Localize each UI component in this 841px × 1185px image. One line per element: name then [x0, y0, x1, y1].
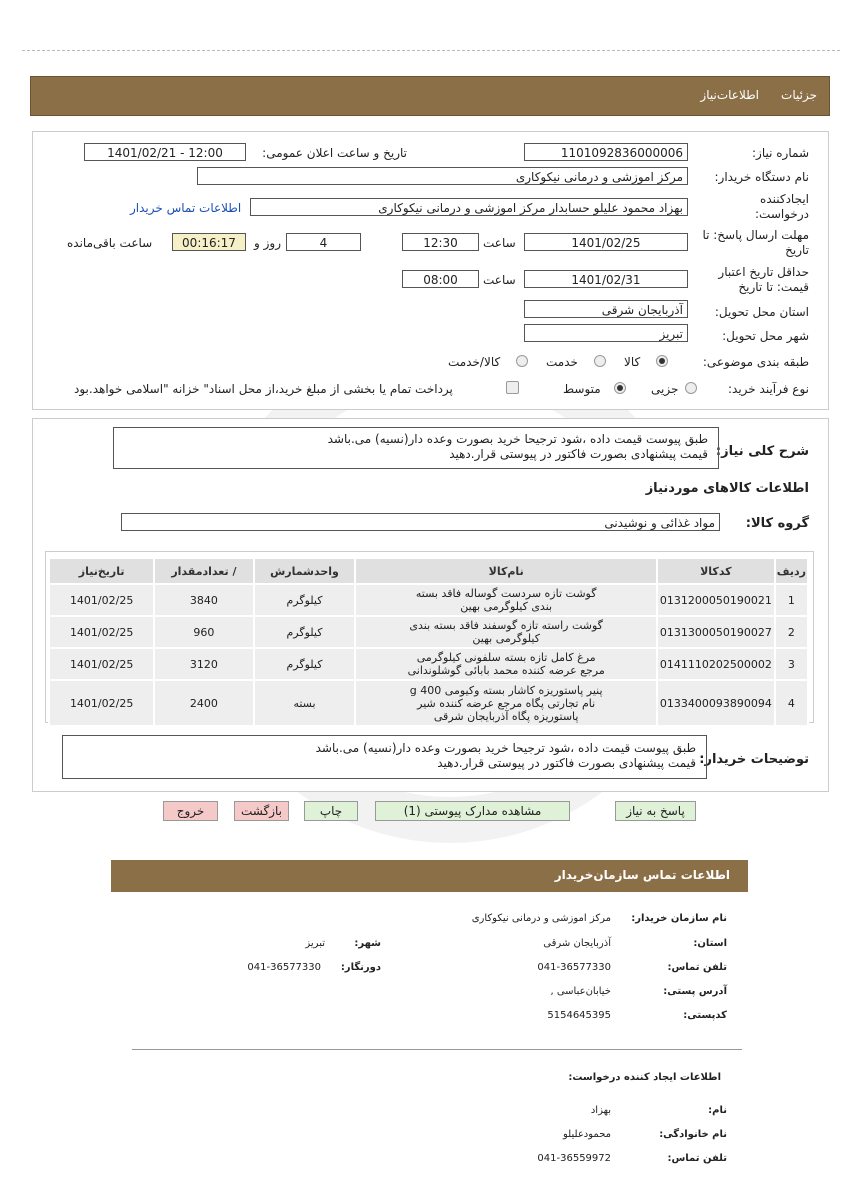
category-service-radio[interactable] [594, 355, 606, 367]
need-number-label: شماره نیاز: [752, 146, 809, 160]
contact-city-label: شهر: [354, 938, 381, 949]
process-medium-label: متوسط [563, 382, 601, 396]
province-label: استان محل تحویل: [714, 305, 809, 319]
days-field: 4 [286, 233, 361, 251]
col-unit: واحدشمارش [254, 558, 356, 584]
summary-label: شرح کلی نیاز: [715, 444, 809, 459]
deadline-label: مهلت ارسال پاسخ: تا تاریخ [702, 228, 809, 257]
creator-field: بهزاد محمود علیلو حسابدار مرکز اموزشی و درمانی نیکوکاری [250, 198, 688, 216]
summary-line-2: قیمت پیشنهادی بصورت فاکتور در پیوستی قرار.دهید [449, 447, 708, 461]
cell-unit: کیلوگرم [254, 584, 356, 616]
cell-date: 1401/02/25 [49, 584, 154, 616]
contact-province-value: آذربایجان شرقی [543, 938, 611, 949]
contact-org-label: نام سازمان خریدار: [631, 913, 727, 924]
cell-date: 1401/02/25 [49, 680, 154, 726]
category-goods-service-label: کالا/خدمت [448, 355, 501, 369]
category-goods-service-radio[interactable] [516, 355, 528, 367]
top-divider [22, 50, 840, 51]
buyer-notes-line-2: قیمت پیشنهادی بصورت فاکتور در پیوستی قرار.دهید [437, 756, 696, 770]
cell-name: گوشت تازه سردست گوساله فاقد بسته بندی کیلوگرمی بهین [355, 584, 656, 616]
need-number-field: 1101092836000006 [524, 143, 688, 161]
creator-phone-label: تلفن تماس: [667, 1153, 727, 1164]
cell-qty: 960 [154, 616, 253, 648]
reply-button[interactable]: پاسخ به نیاز [615, 801, 696, 821]
buyer-notes-label: توضیحات خریدار: [699, 752, 809, 767]
cell-row: 2 [775, 616, 808, 648]
cell-name: پنیر پاستوریزه کاشار بسته وکیومی 400 g نام تجارتی پگاه مرجع عرضه کننده شیر پاستوریزه پگاه آذربایجان شرقی [355, 680, 656, 726]
announce-value: 1401/02/21 - 12:00 [107, 146, 223, 160]
contact-city-value: تبریز [305, 938, 325, 949]
contact-divider [132, 1049, 742, 1050]
process-medium-radio[interactable] [614, 382, 626, 394]
creator-phone-value: 041-36559972 [537, 1153, 611, 1164]
process-minor-label: جزیی [651, 382, 679, 396]
table-row [49, 680, 808, 726]
table-row [49, 616, 808, 648]
validity-date-field: 1401/02/31 [524, 270, 688, 288]
process-label: نوع فرآیند خرید: [728, 382, 809, 396]
process-minor-radio[interactable] [685, 382, 697, 394]
summary-box [113, 427, 719, 469]
deadline-time-label: ساعت [483, 236, 516, 250]
cell-name: گوشت راسته تازه گوسفند فاقد بسته بندی کیلوگرمی بهین [355, 616, 656, 648]
days-label: روز و [254, 236, 281, 250]
goods-group-label: گروه کالا: [745, 516, 809, 531]
buyer-org-label: نام دستگاه خریدار: [714, 170, 809, 184]
cell-date: 1401/02/25 [49, 648, 154, 680]
creator-info-title: اطلاعات ایجاد کننده درخواست: [568, 1072, 721, 1083]
deadline-time-field: 12:30 [402, 233, 479, 251]
creator-family-label: نام خانوادگی: [659, 1129, 727, 1140]
col-code: کدکالا [657, 558, 775, 584]
contact-title: اطلاعات تماس سازمان‌خریدار [554, 868, 730, 882]
cell-qty: 3120 [154, 648, 253, 680]
city-field: تبریز [524, 324, 688, 342]
validity-time-label: ساعت [483, 273, 516, 287]
contact-postal-value: 5154645395 [547, 1010, 611, 1021]
tab-details[interactable]: جزئیات [781, 88, 817, 102]
col-qty: / تعدادمقدار [154, 558, 253, 584]
buyer-contact-link[interactable]: اطلاعات تماس خریدار [130, 201, 242, 215]
col-row: ردیف [775, 558, 808, 584]
remaining-label: ساعت باقی‌مانده [67, 236, 153, 250]
announce-field [84, 143, 246, 161]
contact-address-value: خیابان‌عباسی , [550, 986, 611, 997]
cell-row: 1 [775, 584, 808, 616]
cell-unit: کیلوگرم [254, 616, 356, 648]
category-goods-label: کالا [624, 355, 641, 369]
cell-row: 4 [775, 680, 808, 726]
summary-line-1: طبق پیوست قیمت داده ،شود ترجیحا خرید بصورت وعده دار(نسیه) می.باشد [327, 432, 708, 446]
tab-need-info[interactable]: اطلاعات‌نیاز [700, 88, 759, 102]
contact-org-value: مرکز اموزشی و درمانی نیکوکاری [471, 913, 611, 924]
remaining-time-field: 00:16:17 [172, 233, 246, 251]
cell-qty: 2400 [154, 680, 253, 726]
category-label: طبقه بندی موضوعی: [702, 355, 809, 369]
treasury-payment-note: پرداخت تمام یا بخشی از مبلغ خرید،از محل اسناد" خزانه "اسلامی خواهد.بود [74, 382, 453, 396]
header-bar [30, 76, 830, 116]
creator-label: ایجادکننده درخواست: [755, 192, 809, 221]
contact-phone-value: 041-36577330 [537, 962, 611, 973]
col-date: تاریخ‌نیاز [49, 558, 154, 584]
contact-fax-label: دورنگار: [340, 962, 381, 973]
view-attachments-button[interactable]: مشاهده مدارک پیوستی (1) [375, 801, 570, 821]
buyer-org-field: مرکز اموزشی و درمانی نیکوکاری [197, 167, 688, 185]
contact-address-label: آدرس پستی: [663, 986, 727, 997]
cell-row: 3 [775, 648, 808, 680]
cell-code: 0131300050190027 [657, 616, 775, 648]
cell-qty: 3840 [154, 584, 253, 616]
deadline-date-field: 1401/02/25 [524, 233, 688, 251]
col-name: نام‌کالا [355, 558, 656, 584]
contact-phone-label: تلفن تماس: [667, 962, 727, 973]
contact-province-label: استان: [693, 938, 727, 949]
province-field: آذربایجان شرقی [524, 300, 688, 318]
cell-code: 0141110202500002 [657, 648, 775, 680]
table-row [49, 648, 808, 680]
cell-unit: بسته [254, 680, 356, 726]
goods-group-field: مواد غذائی و نوشیدنی [121, 513, 720, 531]
validity-label: حداقل تاریخ اعتبار قیمت: تا تاریخ [718, 265, 809, 294]
buyer-notes-line-1: طبق پیوست قیمت داده ،شود ترجیحا خرید بصورت وعده دار(نسیه) می.باشد [315, 741, 696, 755]
contact-fax-value: 041-36577330 [247, 962, 321, 973]
cell-unit: کیلوگرم [254, 648, 356, 680]
cell-name: مرغ کامل تازه بسته سلفونی کیلوگرمی مرجع عرضه کننده محمد بابائی گوشلوندانی [355, 648, 656, 680]
announce-label: تاریخ و ساعت اعلان عمومی: [262, 146, 407, 160]
treasury-payment-checkbox[interactable] [506, 381, 519, 394]
print-button[interactable]: چاپ [304, 801, 358, 821]
table-row [49, 584, 808, 616]
cell-date: 1401/02/25 [49, 616, 154, 648]
contact-postal-label: کدپستی: [683, 1010, 727, 1021]
exit-button[interactable]: خروج [163, 801, 218, 821]
creator-name-value: بهزاد [590, 1105, 611, 1116]
items-table [48, 557, 809, 727]
city-label: شهر محل تحویل: [722, 329, 809, 343]
creator-family-value: محمودعلیلو [563, 1129, 611, 1140]
cell-code: 0133400093890094 [657, 680, 775, 726]
buyer-notes-box [62, 735, 707, 779]
category-service-label: خدمت [546, 355, 578, 369]
back-button[interactable]: بازگشت [234, 801, 289, 821]
items-table-header [49, 558, 808, 584]
category-goods-radio[interactable] [656, 355, 668, 367]
cell-code: 0131200050190021 [657, 584, 775, 616]
validity-time-field: 08:00 [402, 270, 479, 288]
contact-header-bar [111, 860, 748, 892]
creator-name-label: نام: [708, 1105, 727, 1116]
goods-info-title: اطلاعات کالاهای مورد‌نیاز [645, 481, 809, 496]
